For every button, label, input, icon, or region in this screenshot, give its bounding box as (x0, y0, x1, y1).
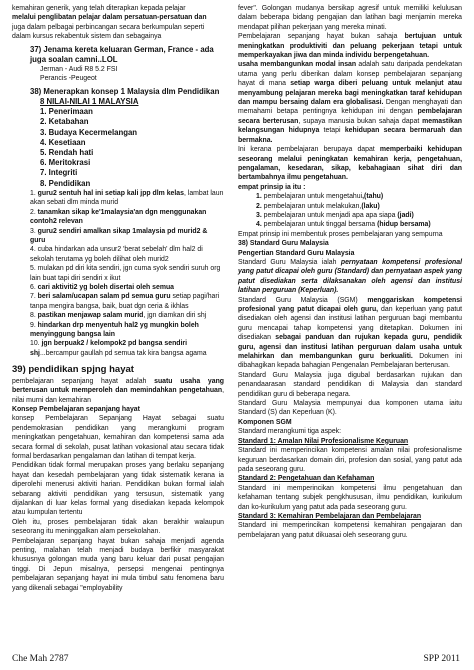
sgm-components-paragraph: Standard Guru Malaysia mempunyai dua komponen utama iaitu Standard (S) dan Keperluan (K). (238, 400, 464, 417)
principle-item: 1. pembelajaran untuk mengetahui,(tahu) (256, 193, 384, 201)
sgm-benchmark-paragraph: Standard Guru Malaysia juga digubal berdasarkan rujukan dan penandaarasan standard pendidikan di Malaysia dan standard pendidikan guru di beberapa negara. (238, 371, 464, 398)
list-item: 7. beri salam/ucapan salam pd semua guru setiap pagi/hari tanpa mengira bangsa, baik, buat dgn ceria & ikhlas (30, 293, 222, 310)
list-item: 10. jgn berpuak2 / kelompok2 pd bangsa sendiri shj...bercampur gaullah pd semua tak kira bangsa agama (30, 340, 207, 357)
lifelong-purpose-paragraph: Pembelajaran sepanjang hayat bukan sahaja bertujuan untuk meningkatkan produktiviti dan peluang pekerjaan tetapi untuk memperkayakan jiwa dan minda individu berpengetahuan. (238, 33, 464, 60)
standard-2-heading: Standard 2: Pengetahuan dan Kefahaman (238, 475, 375, 483)
lifelong-agenda-paragraph: Pembelajaran sepanjang hayat bukan sahaja menjadi agenda penting, malahan telah menjadi budaya berfikir masyarakat khususnya golongan muda yang baru keluar dari pusat pengajian tinggi. Di Jepun misalnya, persepsi mengenai pentingnya pembelajaran sepanjang hayat ini mula timbul satu fenomena baru yang dikenali sebagai "employability (12, 537, 226, 592)
section-38-heading: 38) Standard Guru Malaysia (238, 240, 329, 248)
value-item: 3. Budaya Kecermelangan (40, 127, 138, 137)
four-principles-heading: empat prinsip ia itu : (238, 183, 306, 191)
value-item: 1. Penerimaan (40, 107, 93, 117)
intro-line-4: dalam kursus rekabentuk sistem dan sebagainya (12, 33, 162, 41)
intro-line-2: melalui penglibatan pelajar dalam persatuan-persatuan dan (12, 14, 207, 22)
answer-germany: Jerman - Audi R8 5.2 FSI (40, 66, 118, 74)
question-37: 37) Jenama kereta keluaran German, France - ada juga soalan camni..LOL (30, 44, 214, 64)
human-capital-paragraph: usaha membangunkan modal insan adalah satu daripada pendekatan utama yang perlu diberikan dalam konsep pembelajaran sepanjang hayat di mana setiap warga diberi peluang untuk melanjut atau menyambung pelajaran mereka bagi meningkatkan taraf kehidupan dan mampu bersaing dalam era globalisasi. Dengan menghayati dan memahami betapa pentingnya kehidupan ini dengan pembelajaran secara berterusan, supaya manusia bukan sahaja dapat memastikan kelangsungan hidupnya tetapi kehidupan secara bermaruah dan bermakna. (238, 61, 464, 144)
employability-paragraph: fever". Golongan mudanya bersikap agresif untuk memiliki kelulusan dalam beberapa bidang pengajian dan latihan bagi menjamin mereka mendapat pilihan pekerjaan yang mereka minati. (238, 5, 464, 31)
standard-2-text: Standard ini memperincikan kompetensi ilmu pengetahuan dan kefahaman tentang subjek pengkhususan, ilmu pendidikan, kurikulum dan ko-kurikulum yang patut ada pada seseorang guru. (238, 484, 464, 511)
sgm-outline-paragraph: Standard Guru Malaysia (SGM) menggariskan kompetensi profesional yang patut dicapai oleh guru, dan keperluan yang patut disediakan oleh agensi dan institusi latihan perguruan bagi membantu guru mencapai tahap kompetensi yang ditetapkan. Dokumen ini disediakan sebagai panduan dan rujukan kepada guru, pendidik guru, agensi dan institusi latihan perguruan dalam usaha untuk melahirkan dan membangunkan guru berkualiti. Dokumen ini dibahagikan kepada bahagian Pengenalan Pembelajaran berterusan. (238, 296, 464, 370)
list-item: 4. cuba hindarkan ada unsur2 'berat sebelah' dlm hal2 di sekolah terutama yg boleh dilihat oleh murid2 (30, 246, 205, 263)
footer-course: SPP 2011 (423, 654, 460, 664)
right-column (238, 4, 462, 540)
lifelong-definition: pembelajaran sepanjang hayat adalah suatu usaha yang berterusan untuk memperoleh dan memindahkan pengetahuan, nilai murni dan kemahiran (12, 377, 226, 404)
sgm-definition-paragraph: Standard Guru Malaysia ialah pernyataan kompetensi profesional yang patut dicapai oleh guru (Standard) dan pernyataan aspek yang patut disediakan serta dilaksanakan oleh agensi dan institusi latihan perguruan (Keperluan). (238, 258, 464, 295)
value-item: 5. Rendah hati (40, 148, 94, 158)
principles-summary: Empat prinsip ini membentuk proses pembelajaran yang sempurna (238, 230, 443, 238)
question-39: 39) pendidikan spjng hayat (12, 364, 134, 376)
values-title: 8 NILAI-NILAI 1 MALAYSIA (40, 97, 139, 107)
standard-3-text: Standard ini memperincikan kompetensi kemahiran pengajaran dan pembelajaran yang patut dikuasai oleh seseorang guru. (238, 522, 464, 539)
three-aspects-line: Standard merangkumi tiga aspek: (238, 428, 342, 436)
value-item: 6. Meritokrasi (40, 158, 91, 168)
principle-item: 3. pembelajaran untuk menjadi apa apa siapa (jadi) (256, 211, 414, 219)
question-38: 38) Menerapkan konsep 1 Malaysia dlm Pendidikan (30, 86, 220, 96)
lifelong-concept-paragraph: konsep Pembelajaran Sepanjang Hayat sebagai suatu pendemokrasian pendidikan yang merangkumi program meningkatkan pengetahuan, kemahiran dan kompetensi sama ada secara formal di sekolah, pusat latihan vokasional atau secara tidak formal berdasarkan pengalaman dan latihan di tempat kerja. (12, 415, 226, 460)
sgm-definition-heading: Pengertian Standard Guru Malaysia (238, 249, 355, 257)
list-item: 1. guru2 sentuh hal ini setiap kali jpp dlm kelas, lambat laun akan sebati dlm minda murid (30, 189, 226, 207)
answer-france: Perancis -Peugeot (40, 75, 97, 83)
value-item: 7. Integriti (40, 168, 78, 178)
list-item: 8. pastikan menjawap salam murid, jgn diamkan diri shj (30, 312, 207, 320)
value-item: 8. Pendidikan (40, 178, 91, 188)
principle-item: 2. pembelajaran untuk melakukan,(laku) (256, 202, 380, 210)
standard-3-heading: Standard 3: Kemahiran Pembelajaran dan Pembelajaran (238, 512, 422, 520)
value-item: 2. Ketabahan (40, 117, 89, 127)
value-item: 4. Kesetiaan (40, 137, 86, 147)
footer-author: Che Mah 2787 (12, 654, 69, 664)
intro-line-3: juga dalam pelbagai perbincangan secara berkumpulan seperti (12, 23, 205, 31)
learning-continues-paragraph: Oleh itu, proses pembelajaran tidak akan berakhir walaupun seseorang itu meninggalkan alam persekolahan. (12, 518, 226, 536)
intro-line-1: kemahiran generik, yang telah diterapkan kepada pelajar (12, 5, 186, 12)
informal-education-paragraph: Pendidikan tidak formal merupakan proses yang berlaku sepanjang hayat dan kesedah pembelajaran yang tidak sistematik kerana ia diperolehi menerusi aktiviti harian. Pendidikan bukan formal ialah sebarang aktiviti pendidikan yang tersusun, sistematik yang dijalankan di luar kelas formal yang disediakan kepada kelompok atau kumpulan tertentu (12, 462, 226, 517)
learning-benefit-paragraph: Ini kerana pembelajaran berupaya dapat memperbaiki kehidupan seseorang melalui peningkatan kemahiran kerja, pengetahuan, pengalaman, kesedaran, sikap, kebahagiaan sihat diri dan bertambahnya ilmu pengetahuan. (238, 146, 464, 182)
list-item: 2. tanamkan sikap ke'1malaysia'an dgn menggunakan contoh2 relevan (30, 208, 209, 226)
list-item: 9. hindarkan drp menyentuh hal2 yg mungkin boleh menyinggung bangsa lain (30, 321, 201, 338)
list-item: 6. cari aktiviti2 yg boleh disertai oleh semua (30, 283, 175, 291)
lifelong-concept-heading: Konsep Pembelajaran sepanjang hayat (12, 405, 140, 413)
components-heading: Komponen SGM (238, 418, 292, 426)
standard-1-text: Standard ini memperincikan kompetensi amalan nilai profesionalisme keguruan berdasarkan domain diri, profesion dan sosial, yang patut ada pada seseorang guru. (238, 447, 464, 473)
left-column (12, 4, 224, 593)
list-item: 3. guru2 sendiri amalkan sikap 1malaysia pd murid2 & guru (30, 227, 210, 244)
standard-1-heading: Standard 1: Amalan Nilai Profesionalisme Keguruan (238, 437, 409, 445)
principle-item: 4. pembelajaran untuk tinggal bersama (hidup bersama) (256, 221, 431, 229)
list-item: 5. mulakan pd diri kita sendiri, jgn cuma syok sendiri suruh org lain buat tapi diri sendiri x ikut (30, 265, 223, 282)
